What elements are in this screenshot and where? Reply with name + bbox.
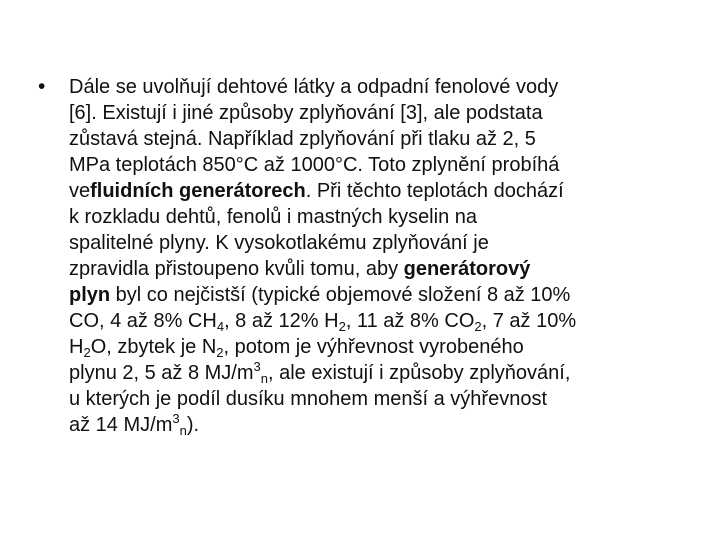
paragraph-line [69, 100, 691, 126]
text-run: [6]. Existují i jiné způsoby zplyňování [3], ale podstata [69, 102, 543, 124]
text-run: plynu 2, 5 až 8 MJ/m [69, 362, 254, 384]
paragraph-line [69, 308, 691, 334]
bold-term: fluidních generátorech [90, 180, 306, 202]
subscript: 2 [216, 345, 224, 360]
paragraph-line [69, 386, 691, 412]
text-run: . Při těchto teplotách dochází [305, 180, 564, 202]
paragraph-line [69, 204, 691, 230]
paragraph-line [69, 282, 691, 308]
paragraph-line [69, 360, 691, 386]
text-run: u kterých je podíl dusíku mnohem menší a výhřevnost [69, 388, 548, 410]
subscript: n [179, 423, 187, 438]
bold-term: generátorový [403, 258, 531, 280]
text-run: CO, 4 až 8% CH [69, 310, 217, 332]
subscript: 4 [216, 319, 225, 334]
bullet-paragraph [69, 74, 691, 438]
text-run: , potom je výhřevnost vyrobeného [223, 336, 524, 358]
paragraph-line [69, 230, 691, 256]
superscript: 3 [253, 359, 261, 374]
superscript: 3 [172, 411, 180, 426]
paragraph-line [69, 412, 691, 438]
text-run: , 8 až 12% H [224, 310, 339, 332]
text-run: k rozkladu dehtů, fenolů i mastných kyselin na [69, 206, 477, 228]
text-run: , ale existují i způsoby zplyňování, [268, 362, 571, 384]
paragraph-line [69, 152, 691, 178]
text-run: zpravidla přistoupeno kvůli tomu, aby [69, 258, 404, 280]
bold-term: plyn [69, 284, 111, 306]
subscript: 2 [338, 319, 346, 334]
text-run: ve [69, 180, 91, 202]
text-run: , 7 až 10% [481, 310, 577, 332]
paragraph-line [69, 74, 691, 100]
subscript: 2 [83, 345, 91, 360]
text-run: zůstavá stejná. Například zplyňování při tlaku až 2, 5 [69, 128, 536, 150]
text-run: O, zbytek je N [90, 336, 217, 358]
text-run: Dále se uvolňují dehtové látky a odpadní fenolové vody [69, 76, 559, 98]
text-run: až 14 MJ/m [69, 414, 173, 436]
subscript: 2 [474, 319, 482, 334]
paragraph-line [69, 256, 691, 282]
paragraph-line [69, 178, 691, 204]
text-run: H [69, 336, 84, 358]
text-run: , 11 až 8% CO [345, 310, 475, 332]
paragraph-line [69, 334, 691, 360]
text-run: MPa teplotách 850°C až 1000°C. Toto zplynění probíhá [69, 154, 560, 176]
text-run: ). [186, 414, 200, 436]
text-run: byl co nejčistší (typické objemové složení 8 až 10% [110, 284, 571, 306]
subscript: n [260, 371, 268, 386]
text-run: spalitelné plyny. K vysokotlakému zplyňování je [69, 232, 489, 254]
paragraph-line [69, 126, 691, 152]
bullet-marker: • [38, 75, 46, 98]
